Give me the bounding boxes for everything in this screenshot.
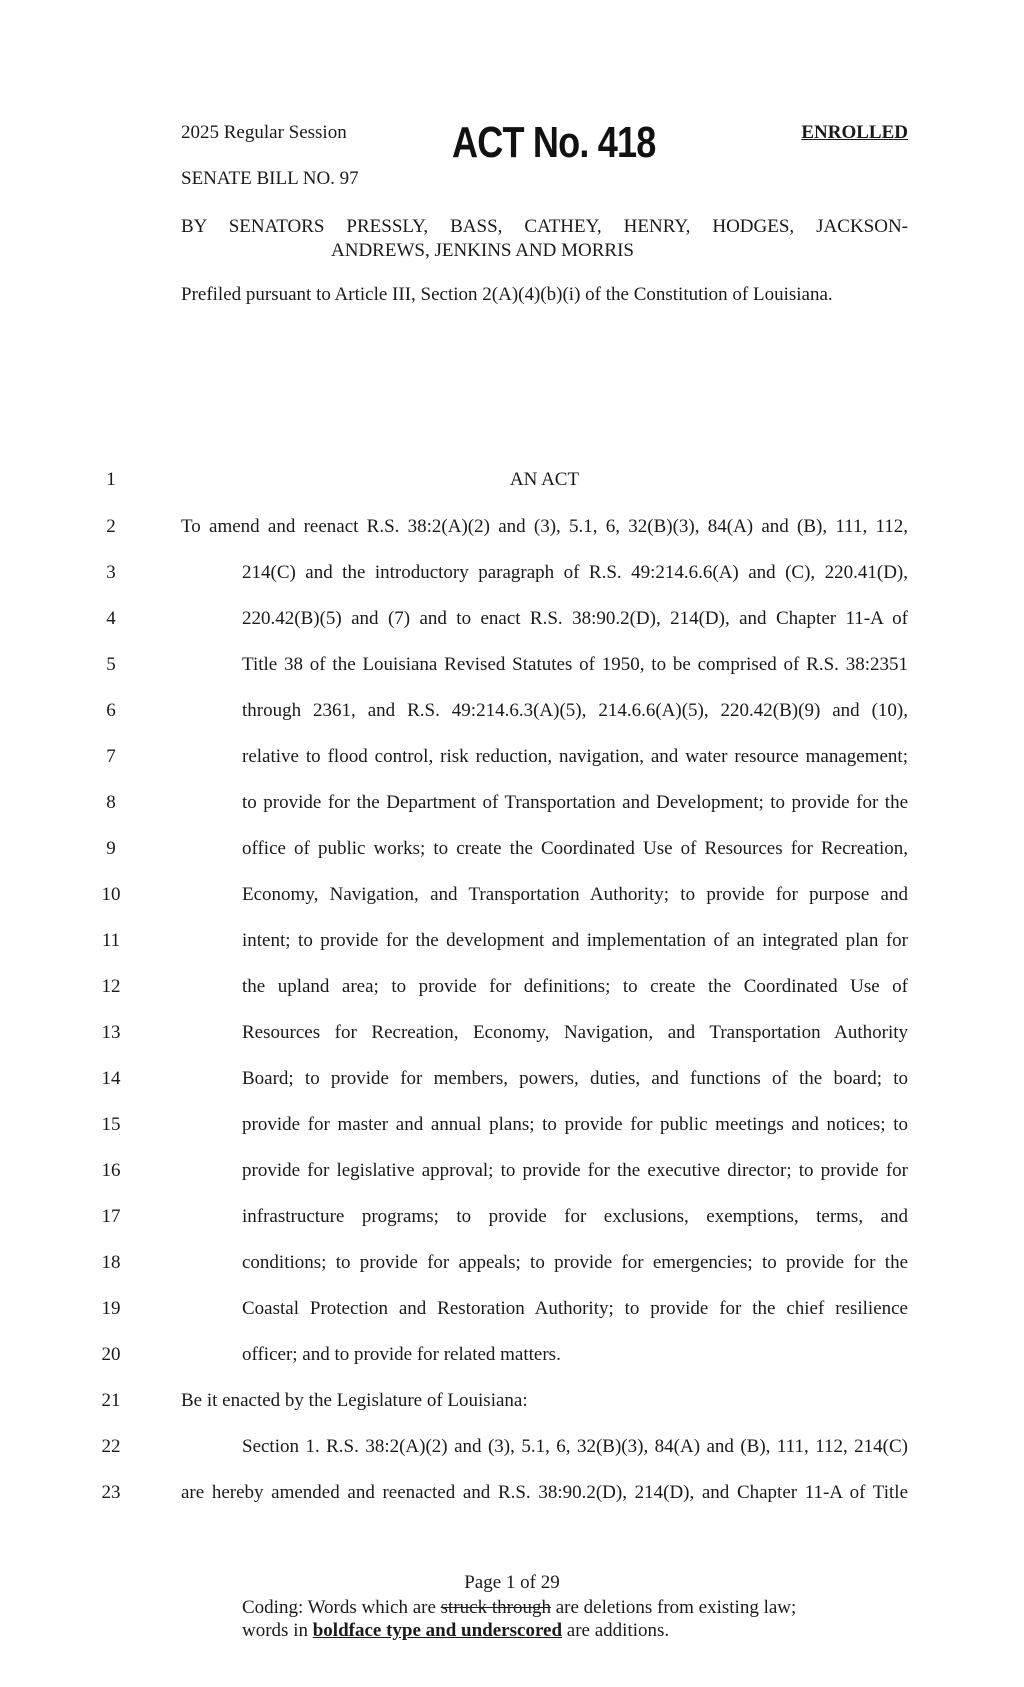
coding-line-2 — [242, 1619, 942, 1642]
line-text: through 2361, and R.S. 49:214.6.3(A)(5), 214.6.6(A)(5), 220.42(B)(9) and (10), — [242, 700, 908, 721]
sponsors-line-2: ANDREWS, JENKINS AND MORRIS — [331, 240, 634, 261]
bill-line — [0, 562, 1024, 590]
line-number: 1 — [106, 469, 116, 490]
bill-line — [0, 1344, 1024, 1372]
line-text: Economy, Navigation, and Transportation Authority; to provide for purpose and — [242, 884, 908, 905]
sponsors-block — [181, 215, 908, 263]
bill-number: SENATE BILL NO. 97 — [181, 168, 359, 189]
coding-text: Coding: Words which are — [242, 1597, 441, 1618]
line-text: Title 38 of the Louisiana Revised Statutes of 1950, to be comprised of R.S. 38:2351 — [242, 654, 908, 675]
line-number: 8 — [106, 792, 116, 813]
bill-line — [0, 1206, 1024, 1234]
line-number: 14 — [101, 1068, 121, 1089]
bill-line — [0, 1298, 1024, 1326]
line-number: 20 — [101, 1344, 121, 1365]
coding-legend — [242, 1596, 942, 1642]
line-text: 214(C) and the introductory paragraph of R.S. 49:214.6.6(A) and (C), 220.41(D), — [242, 562, 908, 583]
line-number: 3 — [106, 562, 116, 583]
line-number: 21 — [101, 1390, 121, 1411]
bill-line — [0, 1160, 1024, 1188]
line-text: Coastal Protection and Restoration Authority; to provide for the chief resilience — [242, 1298, 908, 1319]
line-number: 13 — [101, 1022, 121, 1043]
bill-line — [0, 608, 1024, 636]
line-text: infrastructure programs; to provide for exclusions, exemptions, terms, and — [242, 1206, 908, 1227]
page-number: Page 1 of 29 — [464, 1572, 560, 1593]
line-text: officer; and to provide for related matters. — [242, 1344, 561, 1365]
bill-line — [0, 976, 1024, 1004]
sponsors-line-1: BY SENATORS PRESSLY, BASS, CATHEY, HENRY, HODGES, JACKSON- — [181, 216, 908, 237]
line-text: To amend and reenact R.S. 38:2(A)(2) and (3), 5.1, 6, 32(B)(3), 84(A) and (B), 111, 112, — [181, 516, 908, 537]
line-number: 11 — [101, 930, 121, 951]
line-number: 15 — [101, 1114, 121, 1135]
line-number: 22 — [101, 1436, 121, 1457]
coding-line-1 — [242, 1596, 942, 1619]
line-number: 7 — [106, 746, 116, 767]
line-text: 220.42(B)(5) and (7) and to enact R.S. 38:90.2(D), 214(D), and Chapter 11-A of — [242, 608, 908, 629]
line-number: 10 — [101, 884, 121, 905]
bill-line — [0, 1436, 1024, 1464]
line-text: relative to flood control, risk reduction, navigation, and water resource management; — [242, 746, 908, 767]
line-number: 23 — [101, 1482, 121, 1503]
bill-line — [0, 746, 1024, 774]
bill-line — [0, 884, 1024, 912]
session-label: 2025 Regular Session — [181, 122, 347, 143]
coding-text: are additions. — [562, 1620, 670, 1641]
bill-line — [0, 792, 1024, 820]
coding-text: words in — [242, 1620, 313, 1641]
bill-line — [0, 1482, 1024, 1510]
bill-line — [0, 1114, 1024, 1142]
line-number: 19 — [101, 1298, 121, 1319]
boldface-underscored-sample: boldface type and underscored — [312, 1620, 563, 1641]
line-text: Resources for Recreation, Economy, Navigation, and Transportation Authority — [242, 1022, 908, 1043]
line-text: Be it enacted by the Legislature of Louisiana: — [181, 1390, 528, 1411]
bill-line — [0, 838, 1024, 866]
act-heading: AN ACT — [509, 469, 580, 490]
enrolled-label: ENROLLED — [801, 122, 908, 143]
bill-line — [0, 469, 1024, 497]
line-text: are hereby amended and reenacted and R.S. 38:90.2(D), 214(D), and Chapter 11-A of Title — [181, 1482, 908, 1503]
line-text: provide for legislative approval; to provide for the executive director; to provide for — [242, 1160, 908, 1181]
bill-line — [0, 654, 1024, 682]
line-text: to provide for the Department of Transportation and Development; to provide for the — [242, 792, 908, 813]
act-number: ACT No. 418 — [452, 118, 656, 167]
line-number: 6 — [106, 700, 116, 721]
line-number: 16 — [101, 1160, 121, 1181]
bill-line — [0, 516, 1024, 544]
coding-text: are deletions from existing law; — [550, 1597, 797, 1618]
line-number: 5 — [106, 654, 116, 675]
line-text: intent; to provide for the development and implementation of an integrated plan for — [242, 930, 908, 951]
line-number: 4 — [106, 608, 116, 629]
struck-through-sample: struck through — [440, 1597, 551, 1618]
bill-line — [0, 1068, 1024, 1096]
line-text: provide for master and annual plans; to provide for public meetings and notices; to — [242, 1114, 908, 1135]
line-number: 2 — [106, 516, 116, 537]
line-number: 17 — [101, 1206, 121, 1227]
line-text: Board; to provide for members, powers, duties, and functions of the board; to — [242, 1068, 908, 1089]
bill-line — [0, 930, 1024, 958]
bill-line — [0, 1022, 1024, 1050]
line-number: 12 — [101, 976, 121, 997]
line-text: Section 1. R.S. 38:2(A)(2) and (3), 5.1, 6, 32(B)(3), 84(A) and (B), 111, 112, 214(C) — [242, 1436, 908, 1457]
line-number: 18 — [101, 1252, 121, 1273]
line-text: conditions; to provide for appeals; to provide for emergencies; to provide for the — [242, 1252, 908, 1273]
line-text: office of public works; to create the Coordinated Use of Resources for Recreation, — [242, 838, 908, 859]
bill-line — [0, 1252, 1024, 1280]
bill-line — [0, 700, 1024, 728]
line-text: the upland area; to provide for definitions; to create the Coordinated Use of — [242, 976, 908, 997]
bill-line — [0, 1390, 1024, 1418]
line-number: 9 — [106, 838, 116, 859]
prefiled-note: Prefiled pursuant to Article III, Section 2(A)(4)(b)(i) of the Constitution of Louisiana. — [181, 284, 833, 305]
